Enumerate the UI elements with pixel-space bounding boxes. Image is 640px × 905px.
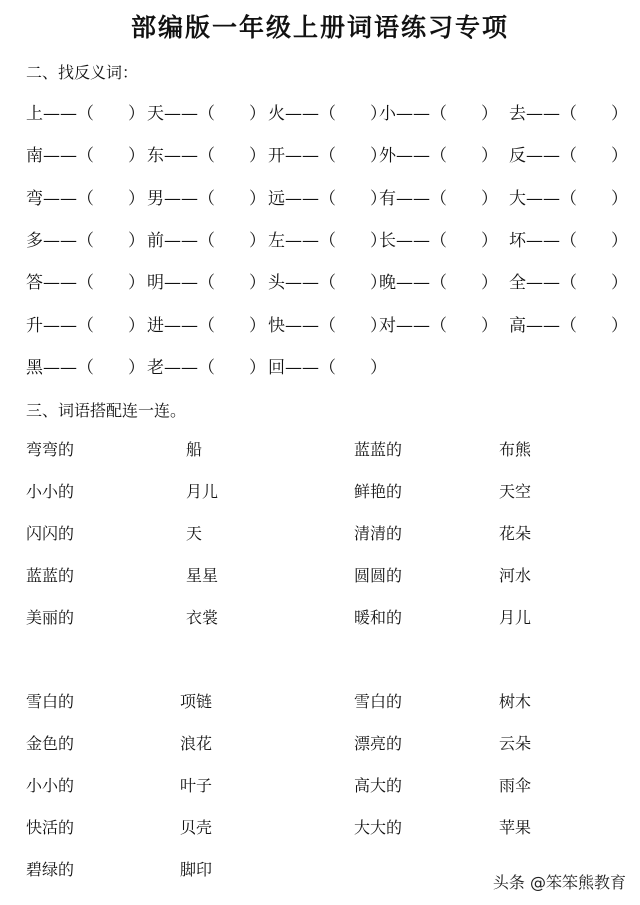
match-word: 雪白的 [26, 692, 75, 711]
antonym-item: 大——（ ） [509, 188, 628, 209]
match-word: 脚印 [180, 860, 213, 879]
antonym-item: 天——（ ） [147, 104, 266, 124]
match-word: 美丽的 [26, 608, 75, 627]
match-word: 闪闪的 [26, 524, 75, 543]
antonym-item: 南——（ ） [26, 146, 145, 167]
antonym-item: 答——（ ） [26, 273, 145, 294]
section-3-heading: 三、词语搭配连一连。 [26, 401, 187, 420]
match-word: 河水 [499, 566, 532, 585]
antonym-item: 黑——（ ） [26, 357, 145, 378]
antonym-item: 全——（ ） [509, 273, 628, 294]
watermark: 头条 @笨笨熊教育 [492, 873, 626, 892]
match-word: 贝壳 [180, 818, 213, 837]
match-word: 高大的 [354, 776, 403, 795]
antonym-item: 对——（ ） [379, 315, 498, 336]
match-word: 衣裳 [186, 608, 219, 627]
match-word: 清清的 [354, 524, 403, 543]
antonym-item: 老——（ ） [147, 357, 266, 378]
match-word: 月儿 [186, 482, 219, 501]
match-word: 船 [186, 440, 203, 459]
antonym-item: 回——（ ） [268, 357, 387, 378]
match-word: 暖和的 [354, 608, 403, 627]
match-word: 蓝蓝的 [354, 440, 403, 459]
page-title: 部编版一年级上册词语练习专项 [130, 13, 509, 42]
antonym-item: 长——（ ） [379, 230, 498, 251]
match-word: 鲜艳的 [354, 482, 403, 501]
match-word: 圆圆的 [354, 566, 403, 585]
match-word: 布熊 [499, 440, 532, 459]
section-2-heading: 二、找反义词： [26, 63, 139, 82]
match-word: 天 [186, 524, 203, 543]
match-word: 雪白的 [354, 692, 403, 711]
antonym-item: 开——（ ） [268, 146, 387, 167]
antonym-item: 反——（ ） [509, 146, 628, 167]
match-word: 苹果 [499, 818, 532, 837]
match-word: 天空 [499, 482, 532, 501]
antonym-item: 快——（ ） [268, 315, 387, 336]
match-word: 碧绿的 [26, 860, 75, 879]
antonym-item: 外——（ ） [379, 146, 498, 167]
antonym-item: 去——（ ） [509, 104, 628, 124]
match-word: 叶子 [180, 776, 213, 795]
antonym-item: 头——（ ） [268, 273, 387, 294]
antonym-item: 进——（ ） [147, 315, 266, 336]
antonym-item: 多——（ ） [26, 230, 145, 251]
match-word: 雨伞 [499, 776, 532, 795]
antonym-item: 晚——（ ） [379, 273, 498, 294]
match-word: 浪花 [180, 734, 213, 753]
match-word: 小小的 [26, 482, 75, 501]
antonym-item: 升——（ ） [26, 315, 145, 336]
antonym-item: 远——（ ） [268, 188, 387, 209]
match-word: 快活的 [26, 818, 75, 837]
antonym-item: 小——（ ） [379, 104, 498, 124]
match-word: 蓝蓝的 [26, 566, 75, 585]
antonym-item: 左——（ ） [268, 230, 387, 251]
match-word: 花朵 [499, 524, 532, 543]
match-word: 金色的 [26, 734, 75, 753]
antonym-item: 男——（ ） [147, 188, 266, 209]
match-word: 弯弯的 [26, 440, 75, 459]
antonym-item: 明——（ ） [147, 273, 266, 294]
match-word: 小小的 [26, 776, 75, 795]
antonym-item: 弯——（ ） [26, 188, 145, 209]
antonym-item: 有——（ ） [379, 188, 498, 209]
match-word: 星星 [186, 566, 219, 585]
match-word: 月儿 [499, 608, 532, 627]
match-word: 大大的 [354, 818, 403, 837]
antonym-item: 东——（ ） [147, 146, 266, 167]
match-word: 漂亮的 [354, 734, 403, 753]
match-word: 云朵 [499, 734, 532, 753]
antonym-item: 火——（ ） [268, 104, 387, 124]
match-word: 项链 [180, 692, 213, 711]
match-word: 树木 [499, 692, 532, 711]
antonym-item: 高——（ ） [509, 315, 628, 336]
antonym-item: 坏——（ ） [509, 230, 628, 251]
antonym-item: 前——（ ） [147, 230, 266, 251]
antonym-item: 上——（ ） [26, 104, 145, 124]
